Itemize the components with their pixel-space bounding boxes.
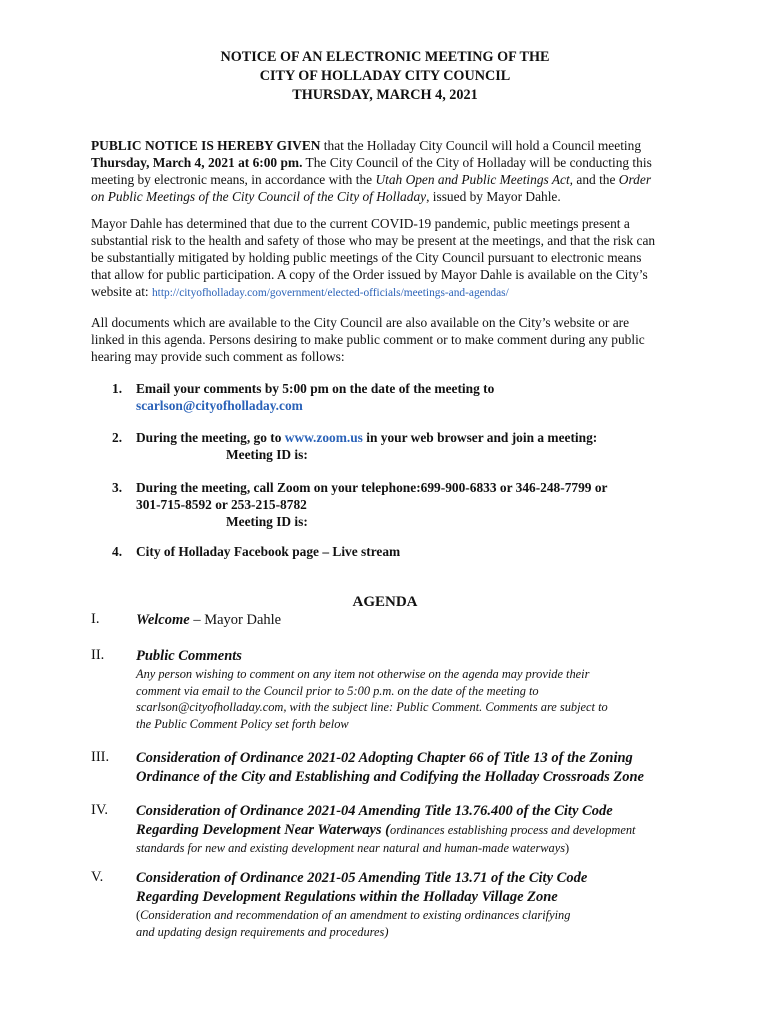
phone-meeting-id: Meeting ID is: (226, 514, 308, 529)
header-line-3: THURSDAY, MARCH 4, 2021 (292, 87, 478, 103)
agenda-item-title: Consideration of Ordinance 2021-04 Amending Title 13.76.400 of the City Code (136, 803, 613, 819)
document-header (0, 48, 770, 105)
agenda-item-desc-line: Any person wishing to comment on any item not otherwise on the agenda may provide their (136, 667, 590, 681)
option-number: 2. (112, 430, 123, 445)
header-line-1: NOTICE OF AN ELECTRONIC MEETING OF THE (220, 49, 550, 65)
documents-line-2: linked in this agenda. Persons desiring to make public comment or to make comment during any public (91, 332, 645, 347)
agenda-item-title: Welcome (136, 612, 190, 628)
act-name: Utah Open and Public Meetings Act, (375, 172, 574, 187)
option-number: 3. (112, 480, 123, 495)
covid-paragraph (91, 215, 691, 302)
notice-text-4: and the (573, 172, 619, 187)
covid-line-2: substantial risk to the health and safety of those who may be present at the meetings, and that the risk can (91, 233, 656, 248)
notice-text-2: The City Council of the City of Holladay will be conducting this (302, 155, 652, 170)
agenda-item-title: Consideration of Ordinance 2021-05 Amending Title 13.71 of the City Code (136, 870, 588, 886)
agenda-item-desc-line: the Public Comment Policy set forth below (136, 716, 349, 731)
notice-text-1: that the Holladay City Council will hold a Council meeting (320, 138, 642, 153)
zoom-meeting-id: Meeting ID is: (226, 447, 308, 462)
agendas-link[interactable]: http://cityofholladay.com/government/elected-officials/meetings-and-agendas/ (151, 287, 509, 299)
agenda-item-presenter: – Mayor Dahle (189, 612, 282, 628)
agenda-item-title-cont: Regarding Development Regulations within the Holladay Village Zone (136, 889, 558, 905)
notice-text-3: meeting by electronic means, in accordance with the (91, 172, 376, 187)
public-notice-paragraph (91, 137, 691, 205)
agenda-item-desc-inline: ordinances establishing process and development (390, 823, 636, 837)
agenda-item-desc-line: and updating design requirements and procedures) (136, 924, 389, 939)
documents-line-1: All documents which are available to the City Council are also available on the City’s website or are (91, 315, 630, 330)
option-number: 1. (112, 381, 123, 396)
agenda-roman: I. (91, 611, 100, 627)
agenda-item-desc-line: comment via email to the Council prior to 5:00 p.m. on the date of the meeting to (136, 683, 539, 698)
zoom-link[interactable]: www.zoom.us (284, 430, 363, 445)
agenda-roman: II. (91, 647, 105, 663)
email-link[interactable]: scarlson@cityofholladay.com (136, 398, 303, 413)
notice-lead: PUBLIC NOTICE IS HEREBY GIVEN (91, 138, 321, 153)
covid-line-3: be substantially mitigated by holding public meetings of the City Council pursuant to electronic means (91, 250, 642, 265)
covid-line-4: that allow for public participation. A copy of the Order issued by Mayor Dahle is available on the City’s (91, 267, 648, 282)
meeting-datetime: Thursday, March 4, 2021 at 6:00 pm. (91, 155, 303, 170)
order-name-start: Order (618, 172, 652, 187)
agenda-roman: V. (91, 869, 104, 885)
phone-line-2: 301-715-8592 or 253-215-8782 (136, 497, 307, 512)
closing-paren: ) (565, 841, 570, 855)
covid-line-1: Mayor Dahle has determined that due to the current COVID-19 pandemic, public meetings present a (91, 216, 630, 231)
option-number: 4. (112, 544, 123, 559)
order-name: on Public Meetings of the City Council of the City of Holladay (91, 189, 427, 204)
agenda-roman: III. (91, 749, 110, 765)
option-zoom-text-b: in your web browser and join a meeting: (362, 430, 598, 445)
agenda-item-desc-line: standards for new and existing development near natural and human-made waterways (136, 841, 566, 855)
agenda-item-title: Consideration of Ordinance 2021-02 Adopting Chapter 66 of Title 13 of the Zoning (136, 750, 633, 766)
option-zoom-text-a: During the meeting, go to (136, 430, 285, 445)
documents-line-3: hearing may provide such comment as follows: (91, 349, 345, 364)
agenda-item-desc-line: scarlson@cityofholladay.com, with the subject line: Public Comment. Comments are subject to (136, 700, 608, 714)
agenda-item-desc-line: Consideration and recommendation of an amendment to existing ordinances clarifying (140, 908, 571, 922)
agenda-title: AGENDA (352, 594, 418, 610)
facebook-text: City of Holladay Facebook page – Live stream (136, 544, 401, 559)
documents-paragraph (91, 314, 691, 365)
covid-line-5: website at: (91, 284, 152, 299)
option-email-text: Email your comments by 5:00 pm on the date of the meeting to (136, 381, 495, 396)
agenda-item-title: Public Comments (136, 648, 242, 664)
phone-line-1: During the meeting, call Zoom on your telephone:699-900-6833 or 346-248-7799 or (136, 480, 608, 495)
header-line-2: CITY OF HOLLADAY CITY COUNCIL (259, 68, 511, 84)
notice-text-5: , issued by Mayor Dahle. (426, 189, 561, 204)
agenda-roman: IV. (91, 802, 109, 818)
agenda-item-title-cont: Ordinance of the City and Establishing and Codifying the Holladay Crossroads Zone (136, 769, 644, 785)
agenda-item-title-cont: Regarding Development Near Waterways ( (136, 822, 390, 838)
opening-paren: ( (136, 908, 141, 922)
